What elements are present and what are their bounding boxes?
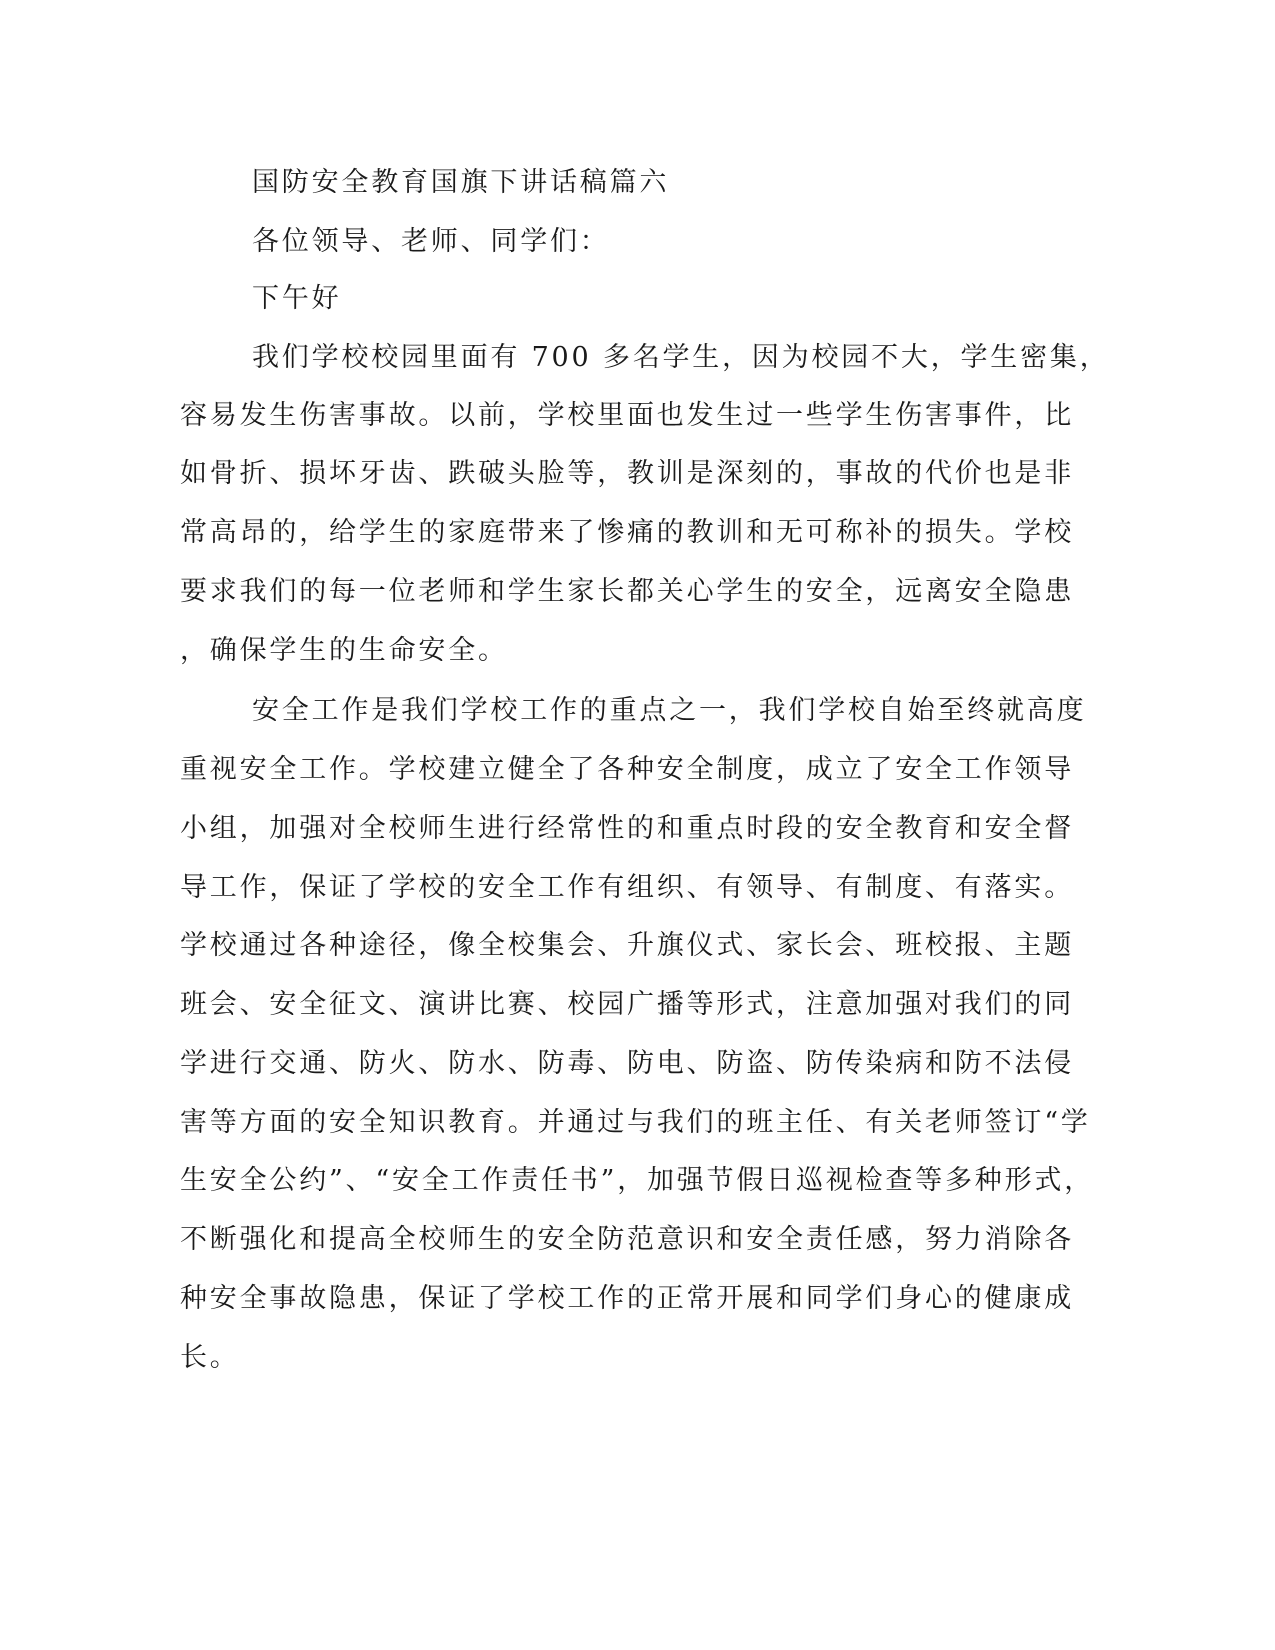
salutation: 各位领导、老师、同学们： [252, 226, 610, 257]
paragraph-line: 要求我们的每一位老师和学生家长都关心学生的安全，远离安全隐患 [180, 576, 1074, 607]
greeting: 下午好 [252, 283, 342, 314]
document-title: 国防安全教育国旗下讲话稿篇六 [252, 167, 670, 198]
paragraph-line: 我们学校校园里面有 700 多名学生，因为校园不大，学生密集， [252, 342, 1110, 373]
paragraph-line: 种安全事故隐患，保证了学校工作的正常开展和同学们身心的健康成 [180, 1283, 1074, 1314]
paragraph-line: 害等方面的安全知识教育。并通过与我们的班主任、有关老师签订“学 [180, 1107, 1091, 1138]
paragraph-line: 小组，加强对全校师生进行经常性的和重点时段的安全教育和安全督 [180, 813, 1074, 844]
paragraph-line: ，确保学生的生命安全。 [180, 635, 508, 666]
paragraph-line: 长。 [180, 1342, 240, 1373]
paragraph-line: 学进行交通、防火、防水、防毒、防电、防盗、防传染病和防不法侵 [180, 1048, 1074, 1079]
paragraph-line: 重视安全工作。学校建立健全了各种安全制度，成立了安全工作领导 [180, 754, 1074, 785]
paragraph-line: 常高昂的，给学生的家庭带来了惨痛的教训和无可称补的损失。学校 [180, 517, 1074, 548]
paragraph-line: 学校通过各种途径，像全校集会、升旗仪式、家长会、班校报、主题 [180, 930, 1074, 961]
paragraph-line: 生安全公约”、“安全工作责任书”，加强节假日巡视检查等多种形式， [180, 1165, 1095, 1196]
paragraph-line: 安全工作是我们学校工作的重点之一，我们学校自始至终就高度 [252, 695, 1087, 726]
paragraph-line: 容易发生伤害事故。以前，学校里面也发生过一些学生伤害事件，比 [180, 400, 1074, 431]
paragraph-line: 不断强化和提高全校师生的安全防范意识和安全责任感，努力消除各 [180, 1224, 1074, 1255]
paragraph-line: 班会、安全征文、演讲比赛、校园广播等形式，注意加强对我们的同 [180, 989, 1074, 1020]
paragraph-line: 如骨折、损坏牙齿、跌破头脸等，教训是深刻的，事故的代价也是非 [180, 458, 1074, 489]
paragraph-line: 导工作，保证了学校的安全工作有组织、有领导、有制度、有落实。 [180, 872, 1074, 903]
